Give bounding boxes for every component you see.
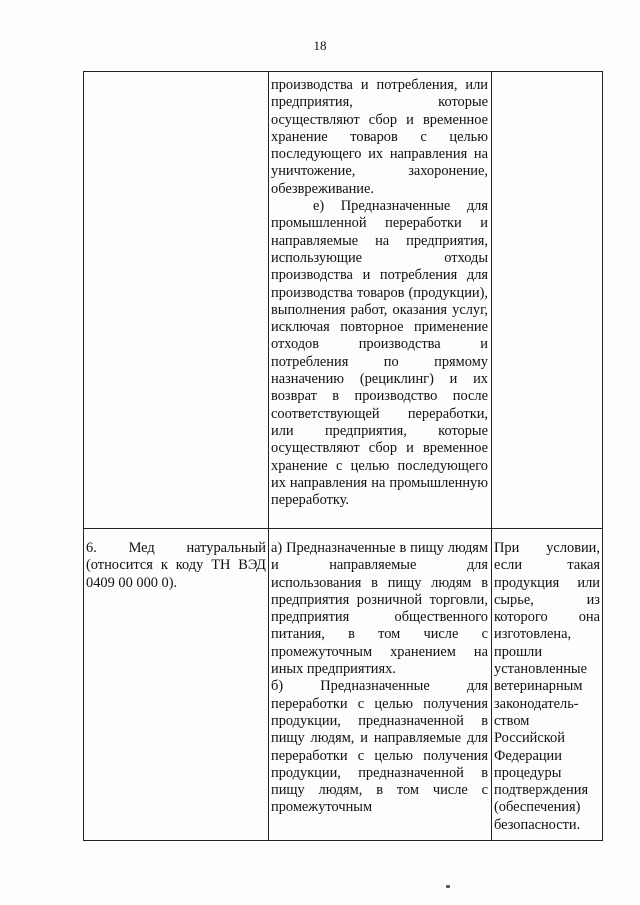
row1-description-cell [271,77,488,509]
row1-paragraph-2: е) Предназначенные для промышленной переработки и направляемые на предприятия, использующие отходы производства и потребления для производства товаров (продукции), выполнения работ, оказания услуг, исключая повторное применение отходов производства и потребления по прямому назначению (рециклинг) и их возврат в производство после соответствующей переработки, или предприятия, которые осуществляют сбор и временное хранение с целью последующего их направления на промышленную переработку. [271,198,488,509]
table-row-divider [83,528,603,529]
row2-paragraph-2: б) Предназначенные для переработки с целью получения продукции, предназначенной в пищу людям, и направляемые для переработки с целью получения продукции, предназначенной в пищу людям, в том числе с промежуточным [271,678,488,816]
row2-paragraph-1: а) Предназначенные в пищу людям и направляемые для использования в пищу людям в предприятия розничной торговли, предприятия общественного питания, в том числе с промежуточным хранением на иных предприятиях. [271,540,488,678]
row1-paragraph-1: производства и потребления, или предприятия, которые осуществляют сбор и временное хранение товаров с целью последующего их направления на уничтожение, захоронение, обезвреживание. [271,77,488,197]
scan-speck [446,885,450,888]
row2-description-cell [271,540,488,817]
page-number: 18 [313,38,327,53]
row2-product-name: 6. Мед натуральный (относится к коду ТН ВЭД 0409 00 000 0). [86,540,266,591]
document-table [83,71,603,841]
table-left-border [83,71,84,841]
table-column-divider-1 [268,71,269,841]
table-top-border [83,71,603,72]
row2-condition-text: При условии, если такая продукция или сырье, из которого она изготовлена, прошли установленные ветеринарным законодатель-ством Российской Федерации процедуры подтверждения (обеспечения) безопасности. [494,540,600,833]
table-column-divider-2 [491,71,492,841]
table-right-border [602,71,603,841]
row2-condition-cell [494,540,600,834]
row2-product-cell [86,540,266,592]
table-bottom-border [83,840,603,841]
